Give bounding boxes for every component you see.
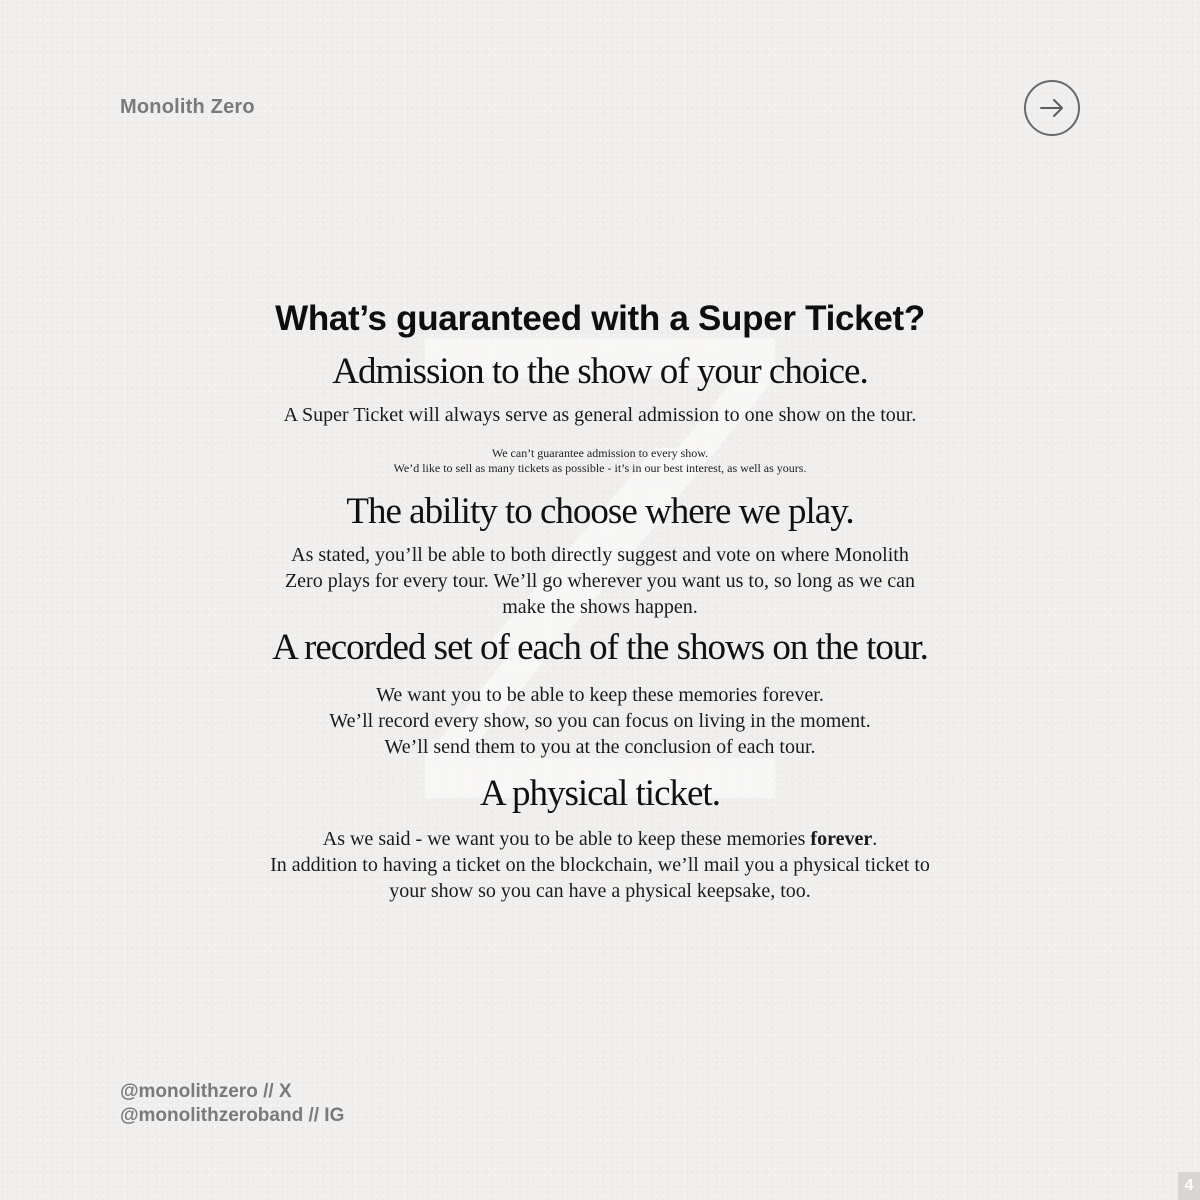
section-title: A physical ticket. — [480, 773, 720, 814]
section-physical-ticket — [200, 770, 1000, 904]
brand-name: Monolith Zero — [120, 96, 255, 118]
body-text: As we said - we want you to be able to keep these memories — [322, 828, 811, 850]
social-x-handle[interactable]: @monolithzero // X — [120, 1081, 292, 1102]
section-body-line: We’ll send them to you at the conclusion of each tour. — [384, 736, 816, 758]
section-choose-venue — [200, 488, 1000, 620]
note-line: We’d like to sell as many tickets as possible - it’s in our best interest, as well as yours. — [393, 461, 807, 475]
next-page-button[interactable] — [1024, 80, 1080, 136]
section-body-line: We’ll record every show, so you can focus on living in the moment. — [329, 710, 871, 732]
section-recorded-set — [200, 624, 1000, 760]
section-body: A Super Ticket will always serve as general admission to one show on the tour. — [283, 404, 917, 426]
section-body-line: We want you to be able to keep these memories forever. — [376, 684, 824, 706]
section-title: A recorded set of each of the shows on the tour. — [272, 627, 928, 668]
main-content — [200, 292, 1000, 904]
body-text: . — [872, 828, 878, 850]
section-body-line: In addition to having a ticket on the blockchain, we’ll mail you a physical ticket to — [270, 854, 930, 876]
section-body-line: As stated, you’ll be able to both directly suggest and vote on where Monolith — [291, 544, 909, 566]
page-heading: What’s guaranteed with a Super Ticket? — [275, 299, 925, 338]
page-number: 4 — [1178, 1172, 1200, 1200]
section-admission — [200, 348, 1000, 476]
section-title: Admission to the show of your choice. — [332, 351, 868, 392]
emphasis-text: forever — [810, 828, 873, 850]
note-line: We can’t guarantee admission to every show. — [491, 446, 709, 460]
social-handles — [120, 1080, 344, 1128]
section-body-line: your show so you can have a physical keepsake, too. — [389, 880, 811, 902]
arrow-right-icon — [1037, 93, 1067, 123]
section-body-line: make the shows happen. — [502, 596, 698, 618]
social-ig-handle[interactable]: @monolithzeroband // IG — [120, 1105, 345, 1126]
section-title: The ability to choose where we play. — [346, 491, 854, 532]
section-body-line: Zero plays for every tour. We’ll go wherever you want us to, so long as we can — [284, 570, 916, 592]
section-body-line — [200, 826, 1000, 852]
